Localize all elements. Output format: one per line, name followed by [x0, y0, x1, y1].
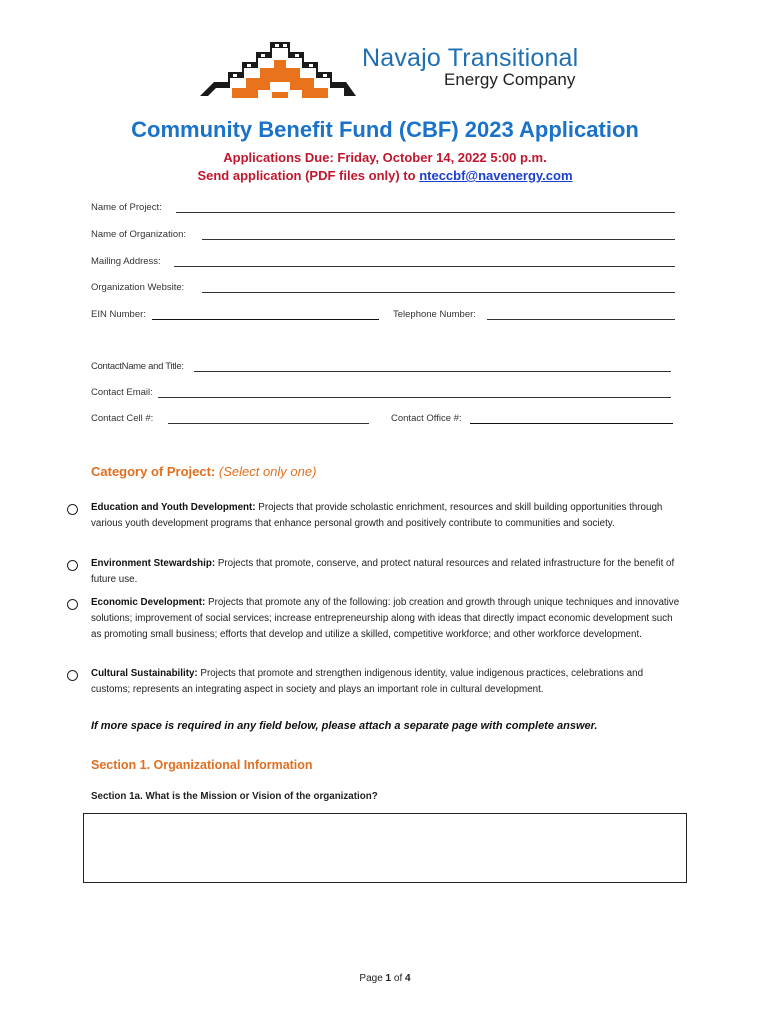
project-name-field[interactable] [176, 212, 675, 213]
project-name-label: Name of Project: [91, 202, 162, 213]
option-title: Environment Stewardship: [91, 558, 216, 569]
logo-title-line2: Energy Company [444, 70, 576, 89]
option-title: Economic Development: [91, 597, 206, 608]
section-1-heading: Section 1. Organizational Information [91, 758, 313, 772]
contact-name-label: ContactName and Title: [91, 361, 184, 372]
option-environment [91, 556, 681, 588]
section-1a-question: Section 1a. What is the Mission or Vision of the organization? [91, 791, 378, 802]
option-text: Projects that promote and strengthen indigenous identity, value indigenous practices, celebrations and customs; represents an integrating aspect in society and plays an important role in cultural development. [91, 668, 644, 695]
organization-name-field[interactable] [202, 239, 675, 240]
option-title: Education and Youth Development: [91, 502, 256, 513]
radio-option-cultural[interactable] [67, 670, 78, 681]
send-instructions [0, 168, 770, 183]
contact-cell-label: Contact Cell #: [91, 413, 154, 424]
space-note: If more space is required in any field below, please attach a separate page with complete answer. [91, 720, 598, 732]
telephone-number-field[interactable] [487, 319, 675, 320]
mission-answer-box[interactable] [83, 813, 687, 883]
logo-title-line1: Navajo Transitional [362, 44, 579, 72]
radio-option-environment[interactable] [67, 560, 78, 571]
contact-office-label: Contact Office #: [391, 413, 462, 424]
telephone-number-label: Telephone Number: [393, 309, 476, 320]
due-date: Applications Due: Friday, October 14, 2022 5:00 p.m. [223, 150, 547, 165]
organization-website-label: Organization Website: [91, 282, 185, 293]
radio-option-education[interactable] [67, 504, 78, 515]
contact-email-field[interactable] [158, 397, 671, 398]
page-current: 1 [385, 973, 392, 984]
mailing-address-field[interactable] [174, 266, 675, 267]
category-heading [91, 464, 316, 479]
page-title: Community Benefit Fund (CBF) 2023 Application [131, 117, 639, 142]
radio-option-economic[interactable] [67, 599, 78, 610]
option-text: Projects that provide scholastic enrichment, resources and skill building opportunities through various youth development programs that enhance personal growth and positively contribute to communities and society. [91, 502, 663, 529]
company-logo [198, 38, 358, 100]
contact-office-field[interactable] [470, 423, 673, 424]
organization-website-field[interactable] [202, 292, 675, 293]
page-number [0, 973, 770, 984]
ein-number-label: EIN Number: [91, 309, 146, 320]
mailing-address-label: Mailing Address: [91, 256, 161, 267]
option-title: Cultural Sustainability: [91, 668, 198, 679]
organization-name-label: Name of Organization: [91, 229, 187, 240]
option-education [91, 500, 681, 532]
page-of: of [391, 973, 406, 984]
contact-email-label: Contact Email: [91, 387, 153, 398]
ein-number-field[interactable] [152, 319, 379, 320]
option-cultural [91, 666, 681, 698]
option-economic [91, 595, 681, 643]
page-total: 4 [405, 973, 411, 984]
contact-name-field[interactable] [194, 371, 671, 372]
option-text: Projects that promote any of the following: job creation and growth through unique techniques and innovative solutions; improvement of social services; increase entrepreneurship along with ideas that directly impact economic development such as promoting small business; efforts that develop and utilize a skilled, competitive workforce; and other workforce development. [91, 597, 680, 640]
email-link[interactable]: nteccbf@navenergy.com [419, 168, 573, 183]
page-prefix: Page [359, 973, 386, 984]
category-note: (Select only one) [218, 464, 317, 479]
option-text: Projects that promote, conserve, and protect natural resources and related infrastructure for the benefit of future use. [91, 558, 675, 585]
contact-cell-field[interactable] [168, 423, 369, 424]
category-heading-text: Category of Project: [91, 464, 216, 479]
send-prefix: Send application (PDF files only) to [197, 168, 420, 183]
